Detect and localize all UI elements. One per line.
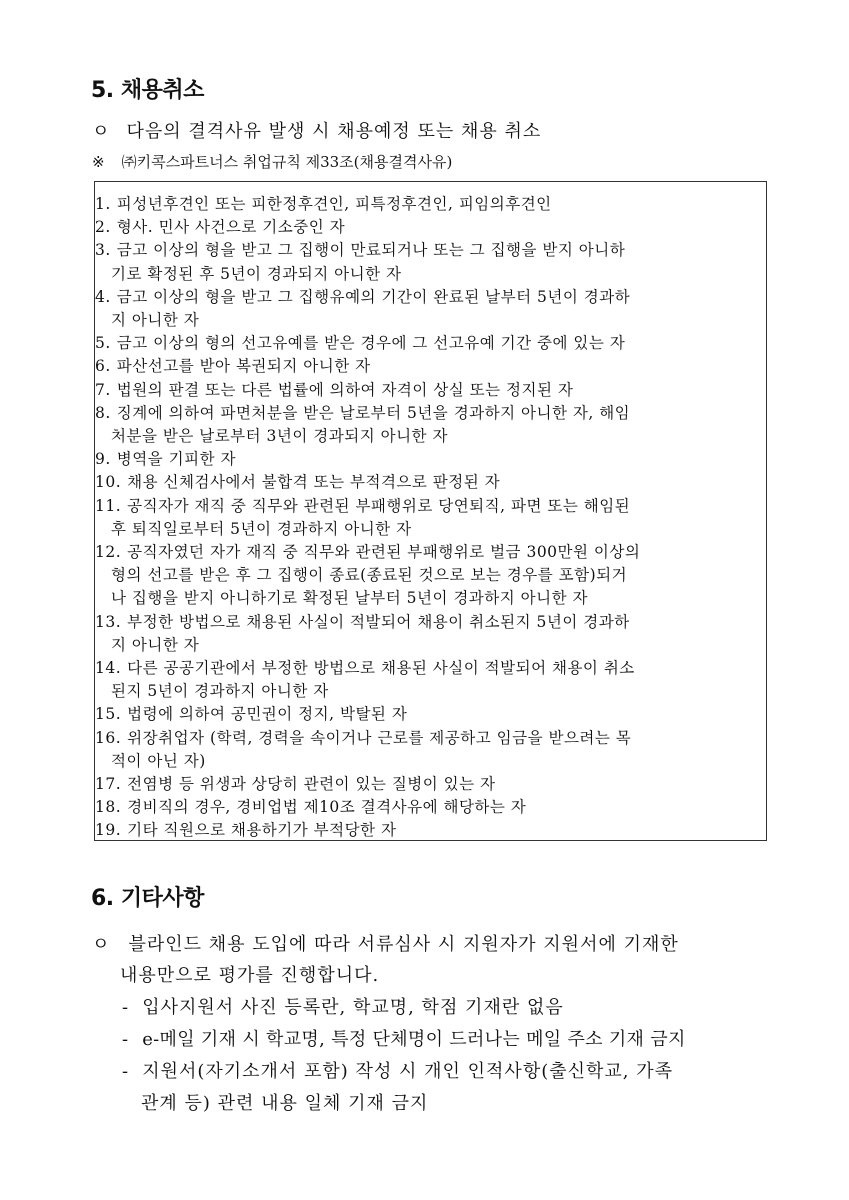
item-text: 법령에 의하여 공민권이 정지, 박탈된 자 — [127, 705, 408, 724]
item-number: 18. — [95, 798, 122, 817]
item-text: 공직자였던 자가 재직 중 직무와 관련된 부패행위로 벌금 300만원 이상의 — [127, 543, 641, 562]
item-number: 5. — [95, 334, 111, 353]
disqualification-item — [95, 773, 766, 796]
item-text: 금고 이상의 형의 선고유예를 받은 경우에 그 선고유예 기간 중에 있는 자 — [116, 334, 626, 353]
disqualification-item-first-line — [95, 332, 766, 355]
dash-bullet: - — [122, 1029, 130, 1050]
sub-item-3-text-line-1: 지원서(자기소개서 포함) 작성 시 개인 인적사항(출신학교, 가족 — [142, 1061, 674, 1082]
disqualification-item — [95, 495, 766, 541]
disqualification-item-first-line — [95, 402, 766, 425]
disqualification-item-first-line — [95, 657, 766, 680]
disqualification-item-first-line — [95, 727, 766, 750]
item-text: 금고 이상의 형을 받고 그 집행이 만료되거나 또는 그 집행을 받지 아니하 — [116, 241, 626, 260]
disqualification-item — [95, 541, 766, 611]
sub-item-1 — [122, 993, 564, 1019]
disqualification-item — [95, 216, 766, 239]
item-text: 다른 공공기관에서 부정한 방법으로 채용된 사실이 적발되어 채용이 취소 — [127, 659, 635, 678]
sub-item-3-text-line-2: 관계 등) 관련 내용 일체 기재 금지 — [141, 1093, 429, 1114]
disqualification-item — [95, 796, 766, 819]
item-number: 11. — [95, 496, 122, 515]
item-continuation-line: 지 아니한 자 — [111, 311, 200, 330]
disqualification-item — [95, 727, 766, 773]
disqualification-item-first-line — [95, 471, 766, 494]
disqualification-item — [95, 471, 766, 494]
item-number: 8. — [95, 403, 111, 422]
item-continuation-line: 된지 5년이 경과하지 아니한 자 — [111, 682, 329, 701]
item-continuation-line: 후 퇴직일로부터 5년이 경과하지 아니한 자 — [111, 519, 412, 538]
section-5-text: 다음의 결격사유 발생 시 채용예정 또는 채용 취소 — [126, 121, 542, 142]
item-text: 금고 이상의 형을 받고 그 집행유예의 기간이 완료된 날부터 5년이 경과하 — [116, 287, 631, 306]
item-text: 형사. 민사 사건으로 기소중인 자 — [116, 218, 346, 237]
disqualification-item — [95, 703, 766, 726]
item-number: 9. — [95, 450, 111, 469]
disqualification-item — [95, 332, 766, 355]
item-text: 위장취업자 (학력, 경력을 속이거나 근로를 제공하고 임금을 받으려는 목 — [127, 728, 632, 747]
dash-bullet: - — [122, 1061, 130, 1082]
item-number: 7. — [95, 380, 111, 399]
section-5-note — [92, 151, 452, 172]
item-text: 피성년후견인 또는 피한정후견인, 피특정후견인, 피임의후견인 — [116, 195, 552, 213]
item-text: 징계에 의하여 파면처분을 받은 날로부터 5년을 경과하지 아니한 자, 해임 — [116, 403, 631, 422]
item-text: 전염병 등 위생과 상당히 관련이 있는 질병이 있는 자 — [127, 775, 496, 794]
section-5-note-text: ㈜키콕스파트너스 취업규칙 제33조(채용결격사유) — [121, 153, 453, 171]
item-text: 채용 신체검사에서 불합격 또는 부적격으로 판정된 자 — [127, 473, 501, 492]
item-text: 병역을 기피한 자 — [116, 450, 236, 469]
disqualification-item — [95, 239, 766, 285]
item-number: 6. — [95, 357, 111, 376]
item-number: 10. — [95, 473, 122, 492]
circle-bullet: ㅇ — [92, 934, 110, 955]
disqualification-item-first-line — [95, 193, 766, 216]
disqualification-item-first-line — [95, 216, 766, 239]
item-number: 1. — [95, 195, 111, 213]
sub-item-2-text: e-메일 기재 시 학교명, 특정 단체명이 드러나는 메일 주소 기재 금지 — [142, 1029, 686, 1050]
dash-bullet: - — [122, 997, 130, 1018]
item-continuation-line: 지 아니한 자 — [111, 635, 200, 654]
item-continuation-line: 처분을 받은 날로부터 3년이 경과되지 아니한 자 — [111, 427, 448, 446]
disqualification-item — [95, 448, 766, 471]
disqualification-item-first-line — [95, 796, 766, 819]
item-text: 부정한 방법으로 채용된 사실이 적발되어 채용이 취소된지 5년이 경과하 — [127, 612, 630, 631]
item-number: 15. — [95, 705, 122, 724]
disqualification-item — [95, 657, 766, 703]
item-number: 4. — [95, 287, 111, 306]
item-text: 법원의 판결 또는 다른 법률에 의하여 자격이 상실 또는 정지된 자 — [116, 380, 574, 399]
item-number: 13. — [95, 612, 122, 631]
disqualification-item — [95, 286, 766, 332]
item-continuation-line: 적이 아닌 자) — [111, 751, 206, 770]
disqualification-item-first-line — [95, 703, 766, 726]
disqualification-box — [94, 181, 767, 841]
item-number: 16. — [95, 728, 122, 747]
sub-item-3 — [122, 1057, 673, 1083]
disqualification-item — [95, 402, 766, 448]
disqualification-item-first-line — [95, 541, 766, 564]
disqualification-item — [95, 355, 766, 378]
item-continuation-line: 나 집행을 받지 아니하기로 확정된 날부터 5년이 경과하지 아니한 자 — [111, 589, 588, 608]
disqualification-item-first-line — [95, 819, 766, 842]
disqualification-list — [95, 182, 766, 843]
disqualification-item-first-line — [95, 379, 766, 402]
section-6-title: 6. 기타사항 — [91, 886, 204, 911]
disqualification-item — [95, 379, 766, 402]
item-text: 기타 직원으로 채용하기가 부적당한 자 — [127, 821, 397, 840]
disqualification-item — [95, 819, 766, 842]
section-6-bullet-line — [92, 930, 679, 956]
disqualification-item-first-line — [95, 611, 766, 634]
item-text: 경비직의 경우, 경비업법 제10조 결격사유에 해당하는 자 — [127, 798, 527, 817]
sub-item-2 — [122, 1025, 686, 1051]
item-continuation-line: 형의 선고를 받은 후 그 집행이 종료(종료된 것으로 보는 경우를 포함)되거 — [111, 566, 628, 585]
item-text: 파산선고를 받아 복권되지 아니한 자 — [116, 357, 371, 376]
item-number: 2. — [95, 218, 111, 237]
disqualification-item — [95, 611, 766, 657]
disqualification-item-first-line — [95, 495, 766, 518]
disqualification-item-first-line — [95, 355, 766, 378]
item-number: 19. — [95, 821, 122, 840]
sub-item-1-text: 입사지원서 사진 등록란, 학교명, 학점 기재란 없음 — [142, 997, 564, 1018]
item-continuation-line: 기로 확정된 후 5년이 경과되지 아니한 자 — [111, 264, 402, 283]
circle-bullet: ㅇ — [92, 121, 110, 142]
item-number: 3. — [95, 241, 111, 260]
disqualification-item-first-line — [95, 286, 766, 309]
disqualification-item-first-line — [95, 239, 766, 262]
item-number: 14. — [95, 659, 122, 678]
section-5-bullet-line — [92, 117, 541, 143]
item-text: 공직자가 재직 중 직무와 관련된 부패행위로 당연퇴직, 파면 또는 해임된 — [127, 496, 631, 515]
section-6-text-line-2: 내용만으로 평가를 진행합니다. — [120, 965, 380, 986]
section-6-text-line-1: 블라인드 채용 도입에 따라 서류심사 시 지원자가 지원서에 기재한 — [128, 934, 679, 955]
item-number: 17. — [95, 775, 122, 794]
disqualification-item-first-line — [95, 448, 766, 471]
item-number: 12. — [95, 543, 122, 562]
reference-mark: ※ — [92, 153, 105, 171]
disqualification-item — [95, 193, 766, 216]
disqualification-item-first-line — [95, 773, 766, 796]
section-5-title: 5. 채용취소 — [91, 78, 204, 103]
